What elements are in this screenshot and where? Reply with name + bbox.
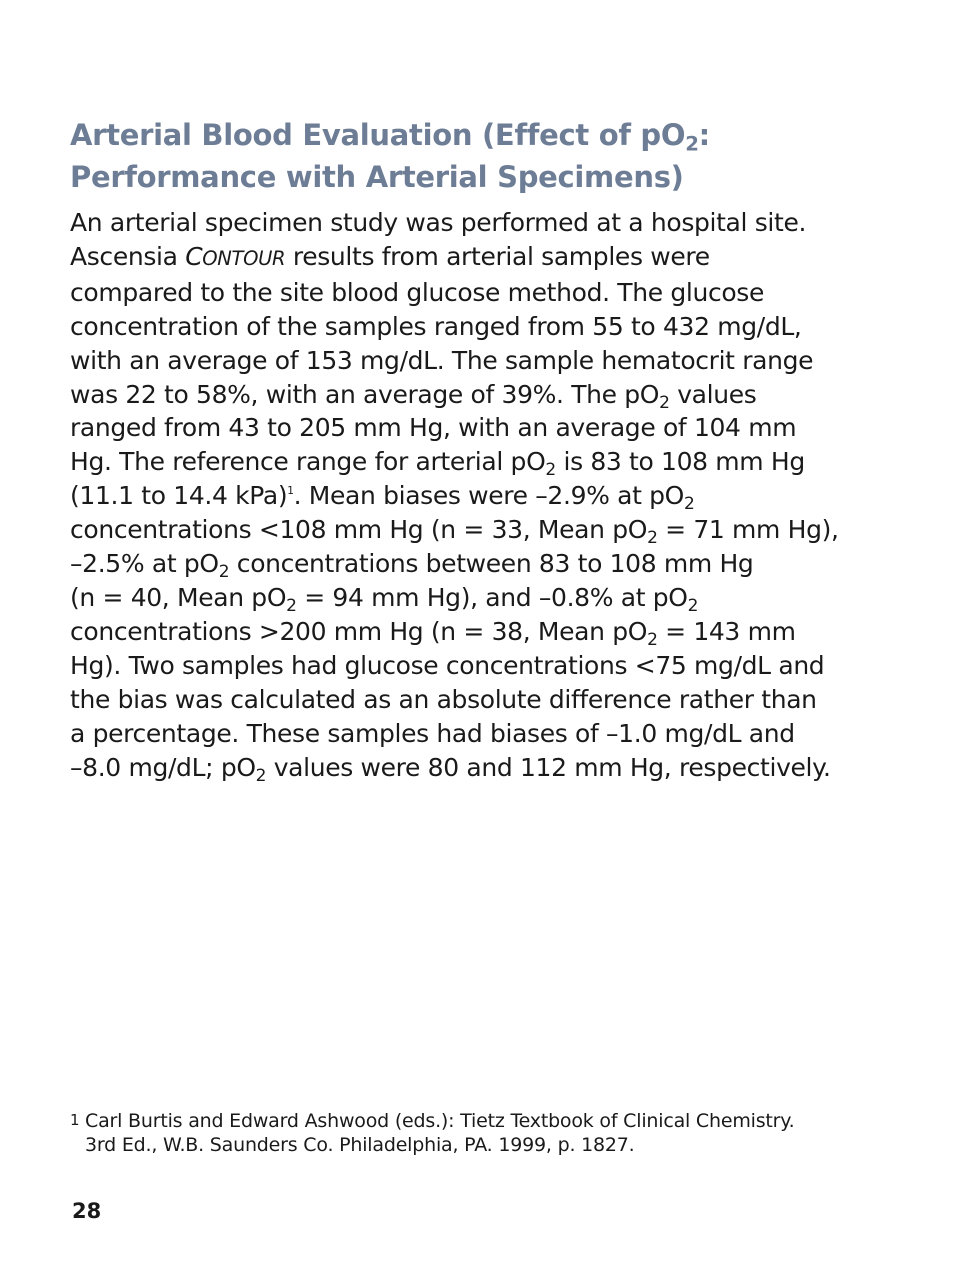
body-line: ranged from 43 to 205 mm Hg, with an average of 104 mm: [70, 413, 797, 443]
body-line: –8.0 mg/dL; $pO_2$ values were 80 and 112 mm Hg, respectively.: [70, 752, 831, 786]
body-line: concentrations >200 mm Hg (n = 38, Mean $pO_2 = 143$ mm: [70, 616, 796, 650]
brand-name: CONTOUR: [185, 241, 286, 271]
body-paragraph: [70, 206, 930, 784]
body-line: a percentage. These samples had biases of –1.0 mg/dL and: [70, 718, 795, 748]
body-line: (n = 40, Mean $pO_2 = 94$ mm Hg), and –0.8% at $pO_2$: [70, 582, 699, 616]
footnote-reference: 1: [287, 485, 294, 498]
footnote-number: 1: [70, 1111, 80, 1129]
body-line: was 22 to 58%, with an average of 39%. The $pO_2$ values: [70, 379, 757, 413]
body-line: –2.5% at $pO_2$ concentrations between 83 to 108 mm Hg: [70, 549, 754, 582]
body-line: Hg). Two samples had glucose concentrations <75 mg/dL and: [70, 650, 825, 680]
section-heading: [70, 114, 890, 198]
body-line: compared to the site blood glucose method. The glucose: [70, 277, 764, 307]
heading-line-2: Performance with Arterial Specimens): [70, 160, 684, 194]
page-number: 28: [72, 1199, 102, 1223]
heading-line-1: Arterial Blood Evaluation (Effect of $pO_2$:: [70, 118, 710, 156]
footnote-line-1: 1 Carl Burtis and Edward Ashwood (eds.): Tietz Textbook of Clinical Chemistry.: [70, 1110, 795, 1132]
body-line: the bias was calculated as an absolute difference rather than: [70, 684, 817, 714]
body-line: concentrations <108 mm Hg (n = 33, Mean $pO_2 = 71$ mm Hg),: [70, 515, 839, 548]
body-line: (11.1 to 14.4 kPa)$^1$. Mean biases were –2.9% at $pO_2$: [70, 481, 695, 514]
footnote: [70, 1108, 930, 1157]
body-line: concentration of the samples ranged from 55 to 432 mg/dL,: [70, 311, 802, 341]
body-line: Hg. The reference range for arterial $pO_2$ is 83 to 108 mm Hg: [70, 447, 805, 481]
body-line: An arterial specimen study was performed at a hospital site.: [70, 208, 807, 237]
body-line: Ascensia CONTOUR results from arterial samples were: [70, 241, 710, 271]
footnote-line-2: 3rd Ed., W.B. Saunders Co. Philadelphia, PA. 1999, p. 1827.: [85, 1134, 635, 1156]
body-line: with an average of 153 mg/dL. The sample hematocrit range: [70, 345, 814, 375]
